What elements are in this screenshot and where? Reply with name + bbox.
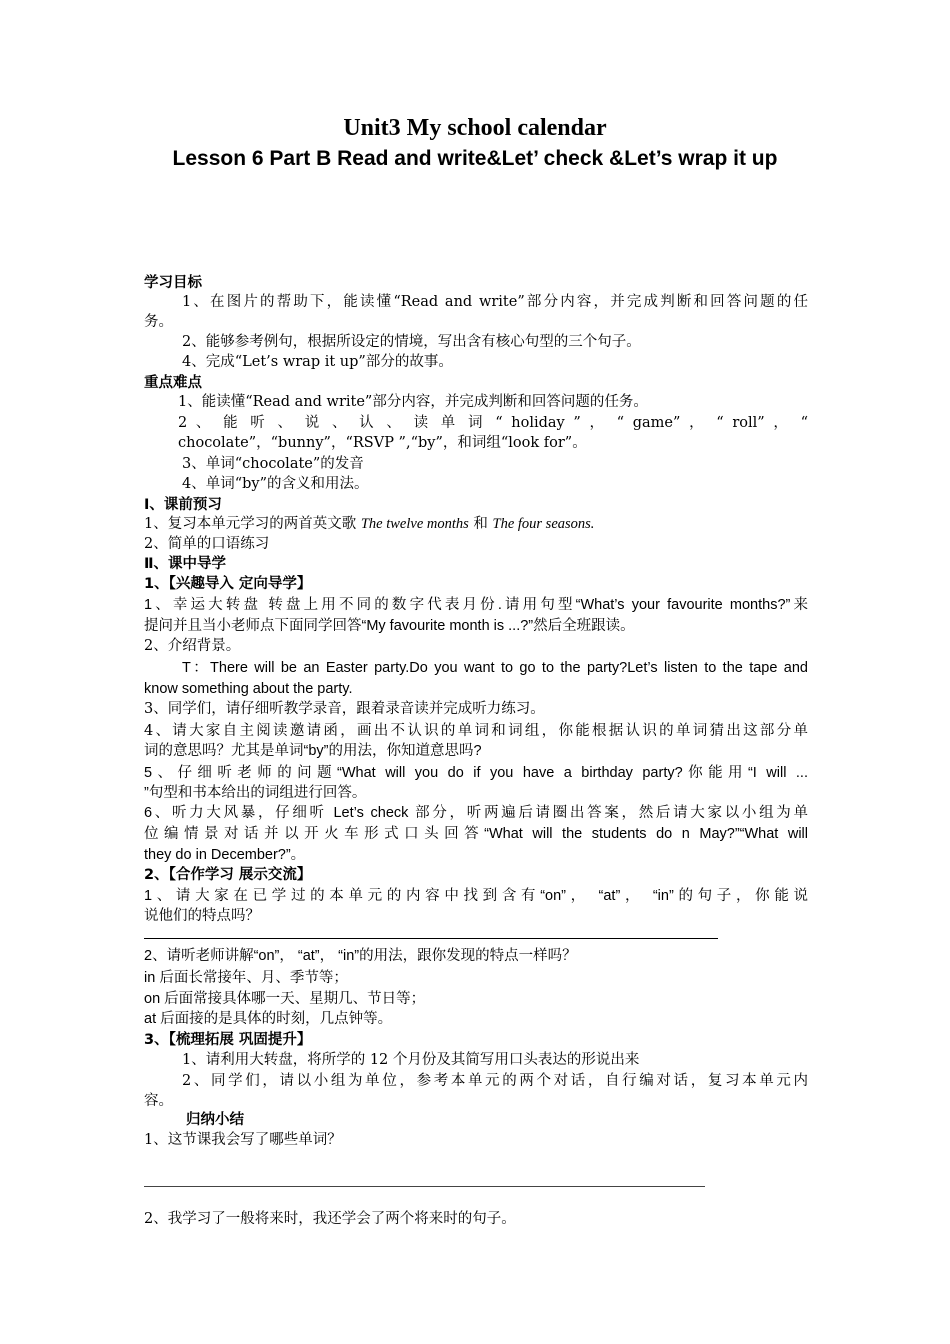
section-1-line-4: T：There will be an Easter party.Do you want to go to the party?Let’s listen to the tape and	[182, 660, 808, 676]
objectives-heading: 学习目标	[144, 275, 202, 291]
preview-item-2: 2、简单的口语练习	[144, 536, 270, 552]
key-point-2: 2 、 能 听 、 说 、 认 、 读 单 词 “ holiday ” ， “ game” ， “ roll” ， “	[178, 415, 808, 431]
section-3-line-2: 2、同学们，请以小组为单位，参考本单元的两个对话，自行编对话，复习本单元内	[182, 1073, 808, 1089]
objective-1: 1、在图片的帮助下，能读懂“Read and write”部分内容，并完成判断和回答问题的任	[182, 294, 808, 310]
section-1-line-3: 2、介绍背景。	[144, 638, 241, 654]
section-2-line-6: at 后面接的是具体的时刻，几点钟等。	[144, 1011, 393, 1027]
preview-item-1	[144, 514, 808, 534]
section-1-line-1: 1、幸运大转盘 转盘上用不同的数字代表月份.请用句型“What’s your favourite months?”来	[144, 597, 808, 613]
song-title-2: The four seasons.	[492, 516, 595, 532]
objective-2: 2、能够参考例句，根据所设定的情境，写出含有核心句型的三个句子。	[182, 334, 641, 350]
section-2-heading: 2、【合作学习 展示交流】	[144, 867, 312, 883]
section-3-line-3: 容。	[144, 1093, 173, 1109]
document-title: Unit3 My school calendar	[343, 115, 607, 141]
key-point-1: 1、能读懂“Read and write”部分内容，并完成判断和回答问题的任务。	[178, 394, 648, 410]
summary-question-1: 1、这节课我会写了哪些单词？	[144, 1132, 342, 1148]
preview-heading: Ⅰ、课前预习	[144, 497, 222, 513]
document-subtitle: Lesson 6 Part B Read and write&Let’ check &Let’s wrap it up	[172, 147, 778, 170]
answer-line-2	[144, 1186, 705, 1187]
section-1-line-10: ”句型和书本给出的词组进行回答。	[144, 785, 367, 801]
section-2-line-5: on 后面常接具体哪一天、星期几、节日等；	[144, 991, 426, 1007]
section-2-line-2: 说他们的特点吗？	[144, 908, 260, 924]
section-1-line-9: 5、仔细听老师的问题“What will you do if you have a birthday party?你能用“I will ...	[144, 765, 808, 781]
song-title-1: The twelve months	[360, 516, 469, 532]
section-2-line-1: 1、请大家在已学过的本单元的内容中找到含有“on”， “at”， “in”的句子，你能说	[144, 888, 808, 904]
section-1-line-8: 词的意思吗？尤其是单词“by”的用法，你知道意思吗?	[144, 743, 482, 759]
key-point-3: 3、单词“chocolate”的发音	[182, 456, 364, 472]
section-3-line-1: 1、请利用大转盘，将所学的 12 个月份及其简写用口头表达的形说出来	[182, 1052, 640, 1068]
section-1-line-12: 位编情景对话并以开火车形式口头回答“What will the students do n May?”“What will	[144, 826, 808, 842]
section-1-heading: 1、【兴趣导入 定向导学】	[144, 576, 312, 592]
summary-heading: 归纳小结	[186, 1112, 244, 1128]
summary-question-2: 2、我学习了一般将来时，我还学会了两个将来时的句子。	[144, 1211, 516, 1227]
section-1-line-7: 4、请大家自主阅读邀请函，画出不认识的单词和词组，你能根据认识的单词猜出这部分单	[144, 723, 808, 739]
section-1-line-11: 6、听力大风暴，仔细听 Let’s check 部分，听两遍后请圈出答案，然后请大家以小组为单	[144, 805, 808, 821]
answer-line-1	[144, 938, 718, 939]
section-1-line-13: they do in December?”。	[144, 847, 306, 863]
section-2-line-3: 2、请听老师讲解“on”， “at”， “in”的用法，跟你发现的特点一样吗？	[144, 948, 577, 964]
guide-heading: Ⅱ、课中导学	[144, 556, 227, 572]
key-point-2-cont: chocolate”，“bunny”，“RSVP ”,“by”，和词组“look for”。	[178, 435, 587, 451]
preview-item-1-prefix: 1、复习本单元学习的两首英文歌	[144, 516, 361, 532]
section-1-line-2: 提问并且当小老师点下面同学回答“My favourite month is ...?”然后全班跟读。	[144, 618, 635, 634]
key-point-4: 4、单词“by”的含义和用法。	[182, 476, 369, 492]
objective-1-cont: 务。	[144, 314, 173, 330]
section-1-line-6: 3、同学们，请仔细听教学录音，跟着录音读并完成听力练习。	[144, 701, 545, 717]
key-points-heading: 重点难点	[144, 375, 202, 391]
section-2-line-4: in 后面长常接年、月、季节等；	[144, 970, 348, 986]
objective-3: 4、完成“Let’s wrap it up”部分的故事。	[182, 354, 453, 370]
preview-item-1-and: 和	[468, 516, 493, 532]
section-3-heading: 3、【梳理拓展 巩固提升】	[144, 1032, 312, 1048]
section-1-line-5: know something about the party.	[144, 681, 353, 697]
